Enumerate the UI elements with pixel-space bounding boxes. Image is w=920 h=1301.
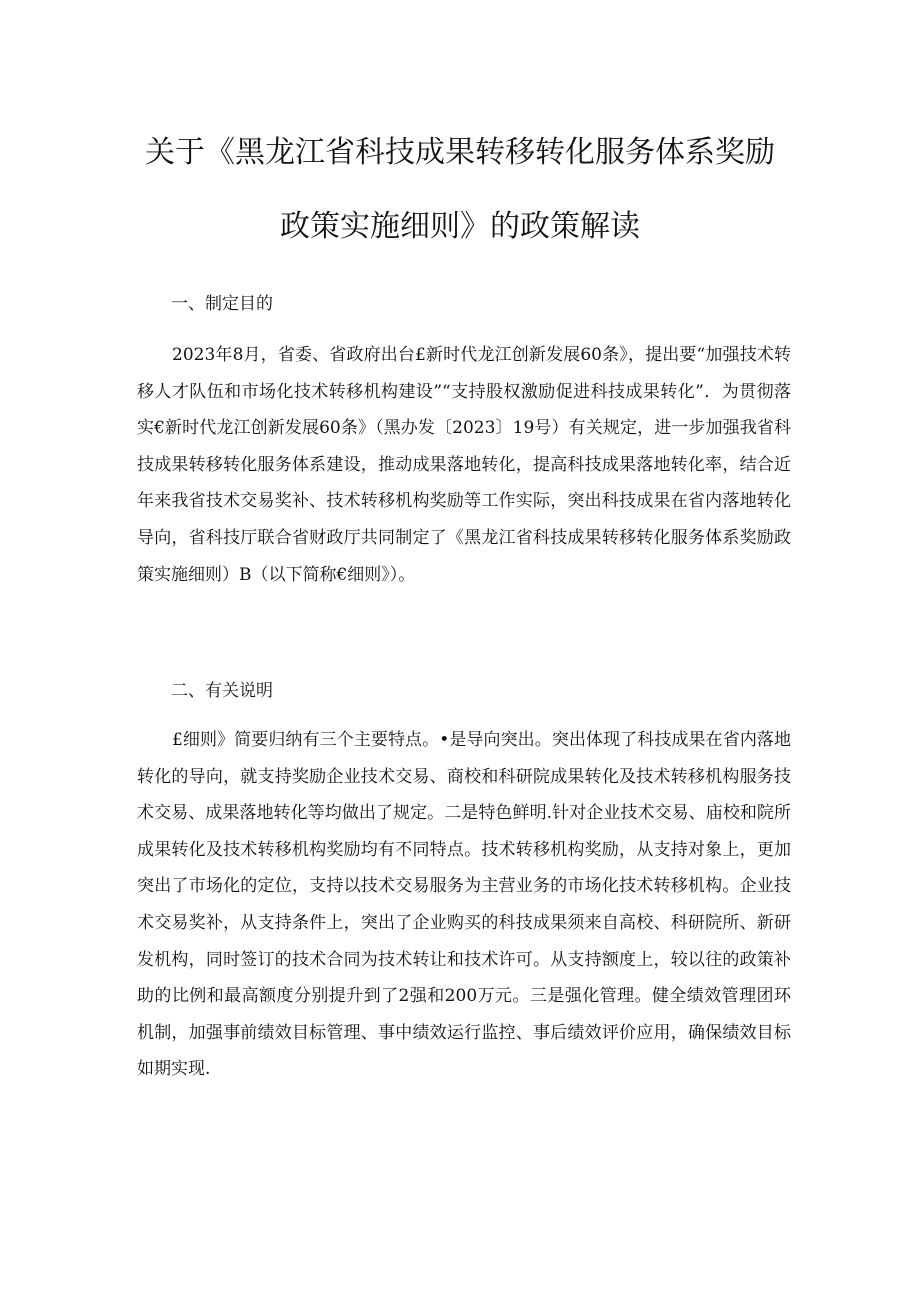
section-heading-purpose: 一、制定目的 <box>171 294 273 314</box>
section-paragraph-explanation: £细则》简要归纳有三个主要特点。•是导向突出。突出体现了科技成果在省内落地转化的导向，就支持奖励企业技术交易、商校和科研院成果转化及技术转移机构服务技术交易、成果落地转化等均做出了规定。二是特色鲜明.针对企业技术交易、庙校和院所成果转化及技术转移机构奖励均有不同特点。技术转移机构奖励，从支持对象上，更加突出了市场化的定位，支持以技术交易服务为主营业务的市场化技术转移机构。企业技术交易奖补，从支持条件上，突出了企业购买的科技成果须来自高校、科研院所、新研发机构，同时签订的技术合同为技术转让和技术许可。从支持额度上，较以往的政策补助的比例和最高额度分别提升到了2强和200万元。三是强化管理。健全绩效管理团环机制，加强事前绩效目标管理、事中绩效运行监控、事后绩效评价应用，确保绩效目标如期实现. <box>137 730 791 1080</box>
section-heading-explanation: 二、有关说明 <box>171 681 273 701</box>
document-title-line-1: 关于《黑龙江省科技成果转移转化服务体系奖励 <box>145 135 775 170</box>
section-paragraph-purpose: 2023年8月，省委、省政府出台£新时代龙江创新发展60条》，提出要“加强技术转移人才队伍和市场化技术转移机构建设”“支持股权激励促进科技成果转化”．为贯彻落实€新时代龙江创新发展60条》（黑办发〔2023〕19号）有关规定，进一步加强我省科技成果转移转化服务体系建设，推动成果落地转化，提高科技成果落地转化率，结合近年来我省技术交易奖补、技术转移机构奖励等工作实际，突出科技成果在省内落地转化导向，省科技厅联合省财政厅共同制定了《黑龙江省科技成果转移转化服务体系奖励政策实施细则）B（以下简称€细则》）。 <box>137 345 791 585</box>
document-title-line-2: 政策实施细则》的政策解读 <box>280 209 640 244</box>
